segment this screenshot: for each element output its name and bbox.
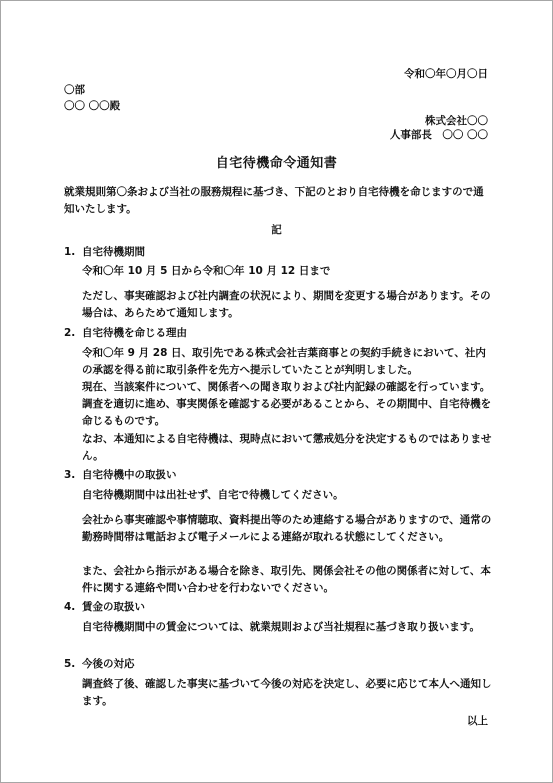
section-paragraph: 調査終了後、確認した事実に基づいて今後の対応を決定し、必要に応じて本人へ通知します。 bbox=[82, 678, 492, 707]
section-number: 2. bbox=[64, 327, 76, 339]
section-heading bbox=[64, 468, 177, 482]
section-heading bbox=[64, 657, 135, 671]
section-title: 自宅待機期間 bbox=[82, 246, 145, 258]
document-date: 令和〇年〇月〇日 bbox=[404, 68, 488, 80]
section-paragraph: 会社から事実確認や事情聴取、資料提出等のため連絡する場合がありますので、通常の勤務時間帯は電話および電子メールによる連絡が取れる状態にしてください。 bbox=[82, 514, 492, 543]
intro-paragraph: 就業規則第〇条および当社の服務規程に基づき、下記のとおり自宅待機を命じますので通知いたします。 bbox=[64, 186, 484, 215]
section-paragraph: 令和〇年 9 月 28 日、取引先である株式会社吉葉商事との契約手続きにおいて、社内の承認を得る前に取引条件を先方へ提示していたことが判明しました。 bbox=[82, 347, 486, 376]
document-title: 自宅待機命令通知書 bbox=[215, 156, 338, 171]
section-number: 3. bbox=[64, 469, 76, 481]
section-number: 1. bbox=[64, 246, 76, 258]
section-paragraph: また、会社から指示がある場合を除き、取引先、関係会社その他の関係者に対して、本件に関する連絡や問い合わせを行わないでください。 bbox=[82, 565, 491, 594]
section-paragraph: 自宅待機期間中は出社せず、自宅で待機してください。 bbox=[82, 489, 344, 501]
section-heading bbox=[64, 600, 145, 614]
section-title: 自宅待機中の取扱い bbox=[82, 469, 177, 481]
section-paragraph: ただし、事実確認および社内調査の状況により、期間を変更する場合があります。その場合は、あらためて通知します。 bbox=[82, 290, 491, 319]
sender-company: 株式会社〇〇 bbox=[425, 115, 488, 127]
sender-title: 人事部長 〇〇 〇〇 bbox=[389, 129, 488, 141]
section-number: 4. bbox=[64, 601, 76, 613]
section-heading bbox=[64, 326, 187, 340]
section-title: 今後の対応 bbox=[82, 658, 135, 670]
section-paragraph: なお、本通知による自宅待機は、現時点において懲戒処分を決定するものではありません。 bbox=[82, 433, 492, 462]
recipient-name: 〇〇 〇〇殿 bbox=[64, 100, 121, 112]
section-title: 賃金の取扱い bbox=[82, 601, 145, 613]
section-paragraph: 自宅待機期間中の賃金については、就業規則および当社規程に基づき取り扱います。 bbox=[82, 621, 480, 633]
closing-mark: 以上 bbox=[467, 715, 488, 727]
ki-label: 記 bbox=[271, 224, 282, 236]
recipient-department: 〇部 bbox=[64, 84, 85, 96]
section-paragraph: 令和〇年 10 月 5 日から令和〇年 10 月 12 日まで bbox=[82, 265, 331, 277]
section-heading bbox=[64, 245, 145, 259]
section-title: 自宅待機を命じる理由 bbox=[82, 327, 187, 339]
section-paragraph: 現在、当該案件について、関係者への聞き取りおよび社内記録の確認を行っています。調査を適切に進め、事実関係を確認する必要があることから、その期間中、自宅待機を命じるものです。 bbox=[82, 381, 492, 427]
section-number: 5. bbox=[64, 658, 76, 670]
